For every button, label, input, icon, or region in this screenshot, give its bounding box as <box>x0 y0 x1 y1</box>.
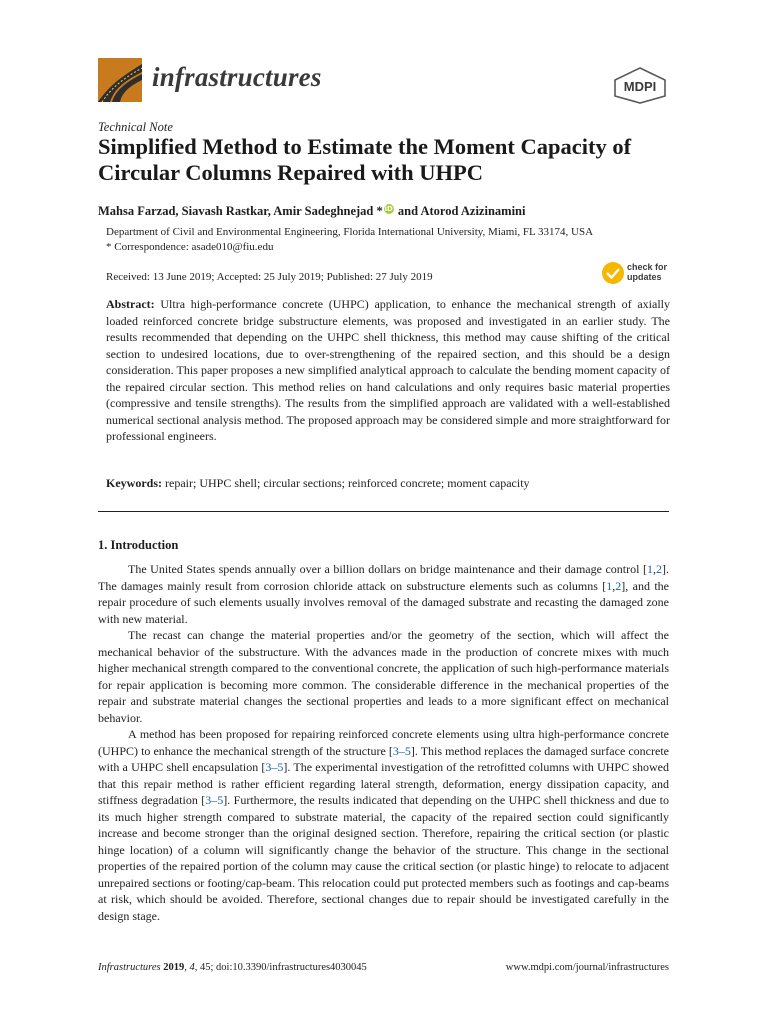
authors-first: Mahsa Farzad, Siavash Rastkar, Amir Sadeghnejad * <box>98 204 383 218</box>
paper-title: Simplified Method to Estimate the Moment Capacity of Circular Columns Repaired with UHPC <box>98 134 632 185</box>
citation-link[interactable]: 1 <box>647 562 653 576</box>
text-run: ]. The damages mainly result from corrosion chloride attack on substructure elements such as columns [ <box>98 562 669 593</box>
keywords-text: repair; UHPC shell; circular sections; reinforced concrete; moment capacity <box>162 476 530 490</box>
authors-last: and Atorod Azizinamini <box>394 204 526 218</box>
footer-journal: Infrastructures <box>98 962 161 973</box>
paragraph <box>98 726 669 924</box>
section-heading: 1. Introduction <box>98 538 179 552</box>
footer-doi[interactable]: , 45; doi:10.3390/infrastructures4030045 <box>194 962 367 973</box>
text-run: ]. The experimental investigation of the retrofitted columns with UHPC showed that this repair method is rather efficient regarding lateral strength, deformation, energy dissipation capacity, and stiffness degradation [ <box>98 760 669 807</box>
footer-year: 2019 <box>160 962 185 973</box>
correspondence: * Correspondence: asade010@fiu.edu <box>106 241 274 253</box>
text-run: , <box>612 578 616 593</box>
citation-link[interactable]: 2 <box>656 562 662 576</box>
text-run: , <box>653 562 656 576</box>
publisher-logo <box>611 66 669 104</box>
check-updates-label[interactable] <box>627 262 667 282</box>
citation-link[interactable]: 2 <box>615 578 622 593</box>
paragraph <box>98 561 669 627</box>
divider <box>98 511 669 512</box>
road-icon <box>98 58 142 102</box>
citation-footer <box>98 962 367 973</box>
paragraph: The recast can change the material properties and/or the geometry of the section, which will affect the mechanical behavior of the substructure. With the advances made in the production of concrete mixes with much higher mechanical strength compared to the conventional concrete, the application of such high-performance materials for repair application is becoming more common. The considerable difference in the mechanical properties of the repair and substrate material changes the sectional properties and leads to a more significant effect on mechanical behavior. <box>98 628 669 725</box>
section-body <box>98 561 669 924</box>
orcid-icon[interactable]: iD <box>384 205 393 213</box>
journal-name: infrastructures <box>152 62 322 92</box>
citation-link[interactable]: 3–5 <box>265 760 284 774</box>
text-run: ]. This method replaces the damaged surface concrete with a UHPC shell encapsulation [ <box>98 743 669 774</box>
article-type: Technical Note <box>98 120 173 134</box>
journal-url[interactable]: www.mdpi.com/journal/infrastructures <box>505 962 669 973</box>
check-line-2: updates <box>627 272 662 282</box>
abstract-label: Abstract: <box>106 297 155 311</box>
abstract <box>106 296 670 445</box>
footer-volume: , 4 <box>184 962 195 973</box>
publication-dates: Received: 13 June 2019; Accepted: 25 July 2019; Published: 27 July 2019 <box>106 271 433 283</box>
citation-link[interactable]: 1 <box>606 578 613 593</box>
abstract-text: Ultra high-performance concrete (UHPC) application, to enhance the mechanical strength of axially loaded reinforced concrete bridge substructure elements, was proposed and investigated in an earlier study. The results recommended that depending on the UHPC shell thickness, this method may cause shifting of the critical section to undesired locations, due to over-strengthening of the repaired section, and this should be a design consideration. This paper proposes a new simplified analytical approach to calculate the bending moment capacity of the repaired circular section. This method relies on hand calculations and only requires basic material properties (compressive and tensile strengths). The results from the simplified approach are validated with a well-established numerical sectional analysis method. The proposed approach may be considered simple and more straightforward for professional engineers. <box>106 297 670 443</box>
check-line-1: check for <box>627 262 668 272</box>
affiliation-block <box>106 225 676 255</box>
affiliation: Department of Civil and Environmental Engineering, Florida International University, Miami, FL 33174, USA <box>106 226 594 238</box>
text-run: The United States spends annually over a billion dollars on bridge maintenance and their damage control [ <box>128 562 647 576</box>
text-run: ]. Furthermore, the results indicated that depending on the UHPC shell thickness and due to its much higher strength compared to substrate material, the capacity of the repaired section could significantly increase and become stronger than the original designed section. Therefore, repairing the critical section (or plastic hinge location) of a column will significantly change the behavior of the structure. This change in the sectional properties of the repaired portion of the column may cause the critical section (or plastic hinge) to relocate to adjacent unrepaired sections or footing/cap-beam. This relocation could put protected members such as footings and cap-beams at risk, which should be avoided. Therefore, sectional changes due to repair should be investigated carefully in the design stage. <box>98 793 669 923</box>
citation-link[interactable]: 3–5 <box>392 743 411 758</box>
keywords <box>106 476 670 491</box>
citation-link[interactable]: 3–5 <box>205 793 224 807</box>
publisher-name: MDPI <box>623 79 657 94</box>
text-run: ], and the repair procedure of such elements usually involves removal of the damaged substrate and recasting the damaged zone with new material. <box>98 578 669 626</box>
text-run: A method has been proposed for repairing reinforced concrete elements using ultra high-performance concrete (UHPC) to enhance the mechanical strength of the structure [ <box>98 727 669 758</box>
keywords-label: Keywords: <box>106 476 162 490</box>
author-list <box>98 204 525 219</box>
